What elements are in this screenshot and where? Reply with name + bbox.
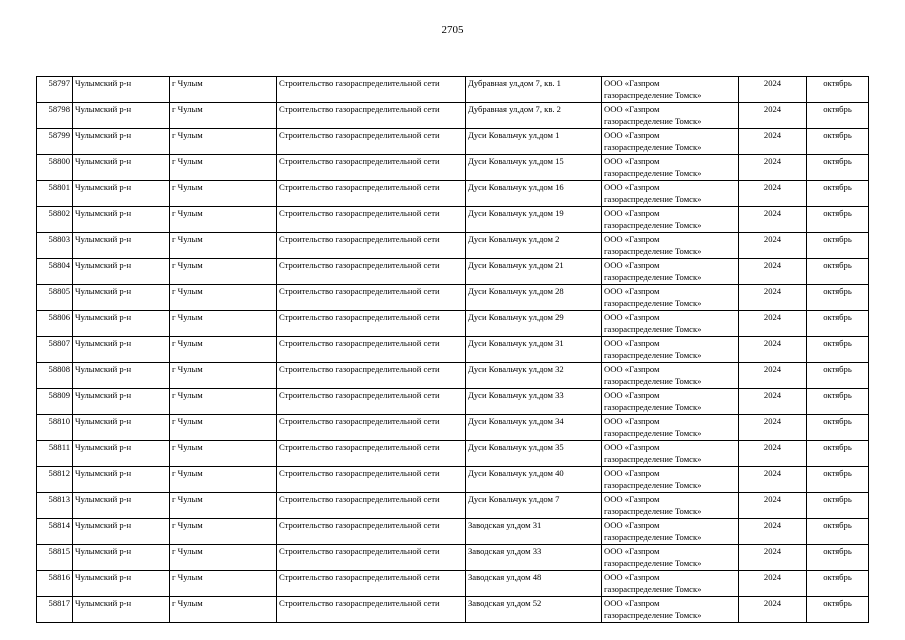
district-cell: Чулымский р-н: [73, 363, 170, 389]
year-cell: 2024: [739, 597, 807, 623]
month-cell: октябрь: [807, 311, 869, 337]
locality-cell: г Чулым: [170, 441, 277, 467]
organization-line-1: ООО «Газпром: [604, 104, 660, 114]
organization-cell: [602, 337, 739, 363]
year-cell: 2024: [739, 363, 807, 389]
organization-line-2: газораспределение Томск»: [604, 610, 702, 620]
record-number: 58807: [37, 337, 73, 363]
record-number: 58806: [37, 311, 73, 337]
work-type-cell: Строительство газораспределительной сети: [277, 545, 466, 571]
locality-cell: г Чулым: [170, 415, 277, 441]
record-number: 58810: [37, 415, 73, 441]
year-cell: 2024: [739, 181, 807, 207]
record-number: 58799: [37, 129, 73, 155]
organization-line-1: ООО «Газпром: [604, 182, 660, 192]
address-cell: Дуси Ковальчук ул,дом 28: [466, 285, 602, 311]
organization-line-2: газораспределение Томск»: [604, 376, 702, 386]
locality-cell: г Чулым: [170, 311, 277, 337]
work-type-cell: Строительство газораспределительной сети: [277, 389, 466, 415]
year-cell: 2024: [739, 415, 807, 441]
record-number: 58800: [37, 155, 73, 181]
organization-line-2: газораспределение Томск»: [604, 142, 702, 152]
record-number: 58816: [37, 571, 73, 597]
address-cell: Дуси Ковальчук ул,дом 21: [466, 259, 602, 285]
work-type-cell: Строительство газораспределительной сети: [277, 571, 466, 597]
work-type-cell: Строительство газораспределительной сети: [277, 493, 466, 519]
organization-line-1: ООО «Газпром: [604, 208, 660, 218]
work-type-cell: Строительство газораспределительной сети: [277, 337, 466, 363]
month-cell: октябрь: [807, 493, 869, 519]
district-cell: Чулымский р-н: [73, 259, 170, 285]
organization-line-2: газораспределение Томск»: [604, 272, 702, 282]
year-cell: 2024: [739, 545, 807, 571]
locality-cell: г Чулым: [170, 103, 277, 129]
address-cell: Дуси Ковальчук ул,дом 35: [466, 441, 602, 467]
year-cell: 2024: [739, 285, 807, 311]
year-cell: 2024: [739, 311, 807, 337]
locality-cell: г Чулым: [170, 545, 277, 571]
month-cell: октябрь: [807, 519, 869, 545]
address-cell: Дуси Ковальчук ул,дом 29: [466, 311, 602, 337]
work-type-cell: Строительство газораспределительной сети: [277, 103, 466, 129]
organization-cell: [602, 155, 739, 181]
month-cell: октябрь: [807, 545, 869, 571]
month-cell: октябрь: [807, 389, 869, 415]
organization-cell: [602, 129, 739, 155]
record-number: 58808: [37, 363, 73, 389]
year-cell: 2024: [739, 337, 807, 363]
organization-line-1: ООО «Газпром: [604, 364, 660, 374]
address-cell: Дуси Ковальчук ул,дом 2: [466, 233, 602, 259]
table-row: [37, 493, 869, 519]
organization-line-2: газораспределение Томск»: [604, 194, 702, 204]
organization-line-2: газораспределение Томск»: [604, 558, 702, 568]
table-row: [37, 259, 869, 285]
month-cell: октябрь: [807, 207, 869, 233]
organization-line-2: газораспределение Томск»: [604, 532, 702, 542]
district-cell: Чулымский р-н: [73, 207, 170, 233]
address-cell: Дубравная ул,дом 7, кв. 1: [466, 77, 602, 103]
organization-line-1: ООО «Газпром: [604, 494, 660, 504]
month-cell: октябрь: [807, 77, 869, 103]
table-row: [37, 467, 869, 493]
year-cell: 2024: [739, 493, 807, 519]
month-cell: октябрь: [807, 259, 869, 285]
locality-cell: г Чулым: [170, 519, 277, 545]
year-cell: 2024: [739, 441, 807, 467]
record-number: 58802: [37, 207, 73, 233]
locality-cell: г Чулым: [170, 233, 277, 259]
work-type-cell: Строительство газораспределительной сети: [277, 181, 466, 207]
table-row: [37, 363, 869, 389]
table-row: [37, 181, 869, 207]
month-cell: октябрь: [807, 415, 869, 441]
district-cell: Чулымский р-н: [73, 77, 170, 103]
locality-cell: г Чулым: [170, 337, 277, 363]
locality-cell: г Чулым: [170, 389, 277, 415]
table-row: [37, 129, 869, 155]
district-cell: Чулымский р-н: [73, 415, 170, 441]
organization-line-1: ООО «Газпром: [604, 390, 660, 400]
organization-cell: [602, 389, 739, 415]
district-cell: Чулымский р-н: [73, 571, 170, 597]
record-number: 58805: [37, 285, 73, 311]
organization-line-1: ООО «Газпром: [604, 78, 660, 88]
page-number: 2705: [441, 24, 464, 36]
address-cell: Дуси Ковальчук ул,дом 19: [466, 207, 602, 233]
address-cell: Дуси Ковальчук ул,дом 32: [466, 363, 602, 389]
locality-cell: г Чулым: [170, 77, 277, 103]
table-row: [37, 285, 869, 311]
work-type-cell: Строительство газораспределительной сети: [277, 467, 466, 493]
address-cell: Заводская ул,дом 33: [466, 545, 602, 571]
work-type-cell: Строительство газораспределительной сети: [277, 285, 466, 311]
address-cell: Дуси Ковальчук ул,дом 34: [466, 415, 602, 441]
organization-line-2: газораспределение Томск»: [604, 220, 702, 230]
district-cell: Чулымский р-н: [73, 389, 170, 415]
address-cell: Дуси Ковальчук ул,дом 33: [466, 389, 602, 415]
organization-line-1: ООО «Газпром: [604, 312, 660, 322]
address-cell: Заводская ул,дом 31: [466, 519, 602, 545]
locality-cell: г Чулым: [170, 207, 277, 233]
record-number: 58809: [37, 389, 73, 415]
organization-cell: [602, 77, 739, 103]
organization-line-2: газораспределение Томск»: [604, 90, 702, 100]
work-type-cell: Строительство газораспределительной сети: [277, 597, 466, 623]
address-cell: Дуси Ковальчук ул,дом 1: [466, 129, 602, 155]
locality-cell: г Чулым: [170, 493, 277, 519]
district-cell: Чулымский р-н: [73, 493, 170, 519]
year-cell: 2024: [739, 233, 807, 259]
organization-cell: [602, 233, 739, 259]
month-cell: октябрь: [807, 467, 869, 493]
locality-cell: г Чулым: [170, 363, 277, 389]
locality-cell: г Чулым: [170, 129, 277, 155]
table-row: [37, 77, 869, 103]
work-type-cell: Строительство газораспределительной сети: [277, 129, 466, 155]
address-cell: Дуси Ковальчук ул,дом 40: [466, 467, 602, 493]
district-cell: Чулымский р-н: [73, 545, 170, 571]
year-cell: 2024: [739, 207, 807, 233]
table-row: [37, 519, 869, 545]
work-type-cell: Строительство газораспределительной сети: [277, 311, 466, 337]
table-row: [37, 441, 869, 467]
district-cell: Чулымский р-н: [73, 233, 170, 259]
month-cell: октябрь: [807, 103, 869, 129]
work-type-cell: Строительство газораспределительной сети: [277, 77, 466, 103]
district-cell: Чулымский р-н: [73, 337, 170, 363]
locality-cell: г Чулым: [170, 571, 277, 597]
district-cell: Чулымский р-н: [73, 129, 170, 155]
month-cell: октябрь: [807, 337, 869, 363]
organization-cell: [602, 363, 739, 389]
locality-cell: г Чулым: [170, 285, 277, 311]
month-cell: октябрь: [807, 129, 869, 155]
organization-line-1: ООО «Газпром: [604, 546, 660, 556]
work-type-cell: Строительство газораспределительной сети: [277, 441, 466, 467]
month-cell: октябрь: [807, 571, 869, 597]
organization-cell: [602, 181, 739, 207]
organization-line-1: ООО «Газпром: [604, 156, 660, 166]
table-row: [37, 311, 869, 337]
organization-cell: [602, 571, 739, 597]
organization-line-2: газораспределение Томск»: [604, 246, 702, 256]
table-row: [37, 545, 869, 571]
organization-line-2: газораспределение Томск»: [604, 116, 702, 126]
organization-cell: [602, 519, 739, 545]
organization-cell: [602, 285, 739, 311]
organization-cell: [602, 493, 739, 519]
year-cell: 2024: [739, 129, 807, 155]
locality-cell: г Чулым: [170, 155, 277, 181]
table-row: [37, 155, 869, 181]
record-number: 58798: [37, 103, 73, 129]
organization-line-1: ООО «Газпром: [604, 286, 660, 296]
gasification-table: [36, 76, 869, 623]
record-number: 58797: [37, 77, 73, 103]
table-row: [37, 597, 869, 623]
year-cell: 2024: [739, 103, 807, 129]
organization-line-2: газораспределение Томск»: [604, 506, 702, 516]
month-cell: октябрь: [807, 363, 869, 389]
record-number: 58813: [37, 493, 73, 519]
organization-cell: [602, 467, 739, 493]
address-cell: Дуси Ковальчук ул,дом 15: [466, 155, 602, 181]
locality-cell: г Чулым: [170, 597, 277, 623]
year-cell: 2024: [739, 155, 807, 181]
organization-line-2: газораспределение Томск»: [604, 298, 702, 308]
district-cell: Чулымский р-н: [73, 597, 170, 623]
address-cell: Дуси Ковальчук ул,дом 7: [466, 493, 602, 519]
organization-line-1: ООО «Газпром: [604, 572, 660, 582]
record-number: 58803: [37, 233, 73, 259]
table-row: [37, 337, 869, 363]
work-type-cell: Строительство газораспределительной сети: [277, 415, 466, 441]
district-cell: Чулымский р-н: [73, 311, 170, 337]
work-type-cell: Строительство газораспределительной сети: [277, 233, 466, 259]
organization-cell: [602, 597, 739, 623]
address-cell: Дубравная ул,дом 7, кв. 2: [466, 103, 602, 129]
district-cell: Чулымский р-н: [73, 103, 170, 129]
year-cell: 2024: [739, 389, 807, 415]
year-cell: 2024: [739, 519, 807, 545]
organization-line-2: газораспределение Томск»: [604, 584, 702, 594]
district-cell: Чулымский р-н: [73, 155, 170, 181]
locality-cell: г Чулым: [170, 259, 277, 285]
district-cell: Чулымский р-н: [73, 181, 170, 207]
organization-line-1: ООО «Газпром: [604, 598, 660, 608]
table-body: [37, 77, 869, 623]
month-cell: октябрь: [807, 597, 869, 623]
organization-line-2: газораспределение Томск»: [604, 168, 702, 178]
record-number: 58815: [37, 545, 73, 571]
table-row: [37, 389, 869, 415]
organization-line-2: газораспределение Томск»: [604, 428, 702, 438]
work-type-cell: Строительство газораспределительной сети: [277, 259, 466, 285]
organization-line-1: ООО «Газпром: [604, 338, 660, 348]
year-cell: 2024: [739, 571, 807, 597]
address-cell: Заводская ул,дом 48: [466, 571, 602, 597]
address-cell: Дуси Ковальчук ул,дом 16: [466, 181, 602, 207]
month-cell: октябрь: [807, 285, 869, 311]
work-type-cell: Строительство газораспределительной сети: [277, 207, 466, 233]
organization-cell: [602, 545, 739, 571]
work-type-cell: Строительство газораспределительной сети: [277, 519, 466, 545]
address-cell: Дуси Ковальчук ул,дом 31: [466, 337, 602, 363]
organization-cell: [602, 103, 739, 129]
table-row: [37, 571, 869, 597]
organization-line-2: газораспределение Томск»: [604, 454, 702, 464]
year-cell: 2024: [739, 259, 807, 285]
record-number: 58812: [37, 467, 73, 493]
year-cell: 2024: [739, 467, 807, 493]
record-number: 58817: [37, 597, 73, 623]
address-cell: Заводская ул,дом 52: [466, 597, 602, 623]
table-row: [37, 415, 869, 441]
district-cell: Чулымский р-н: [73, 467, 170, 493]
organization-cell: [602, 259, 739, 285]
district-cell: Чулымский р-н: [73, 441, 170, 467]
table-row: [37, 207, 869, 233]
table-row: [37, 103, 869, 129]
month-cell: октябрь: [807, 155, 869, 181]
work-type-cell: Строительство газораспределительной сети: [277, 155, 466, 181]
organization-line-2: газораспределение Томск»: [604, 350, 702, 360]
record-number: 58811: [37, 441, 73, 467]
work-type-cell: Строительство газораспределительной сети: [277, 363, 466, 389]
organization-line-2: газораспределение Томск»: [604, 402, 702, 412]
organization-line-1: ООО «Газпром: [604, 468, 660, 478]
organization-cell: [602, 207, 739, 233]
month-cell: октябрь: [807, 441, 869, 467]
record-number: 58814: [37, 519, 73, 545]
organization-line-1: ООО «Газпром: [604, 260, 660, 270]
record-number: 58804: [37, 259, 73, 285]
table-row: [37, 233, 869, 259]
month-cell: октябрь: [807, 233, 869, 259]
organization-line-2: газораспределение Томск»: [604, 480, 702, 490]
locality-cell: г Чулым: [170, 467, 277, 493]
organization-cell: [602, 311, 739, 337]
district-cell: Чулымский р-н: [73, 519, 170, 545]
locality-cell: г Чулым: [170, 181, 277, 207]
organization-line-2: газораспределение Томск»: [604, 324, 702, 334]
organization-line-1: ООО «Газпром: [604, 442, 660, 452]
organization-line-1: ООО «Газпром: [604, 520, 660, 530]
organization-line-1: ООО «Газпром: [604, 130, 660, 140]
record-number: 58801: [37, 181, 73, 207]
organization-cell: [602, 415, 739, 441]
organization-cell: [602, 441, 739, 467]
district-cell: Чулымский р-н: [73, 285, 170, 311]
organization-line-1: ООО «Газпром: [604, 234, 660, 244]
month-cell: октябрь: [807, 181, 869, 207]
organization-line-1: ООО «Газпром: [604, 416, 660, 426]
year-cell: 2024: [739, 77, 807, 103]
